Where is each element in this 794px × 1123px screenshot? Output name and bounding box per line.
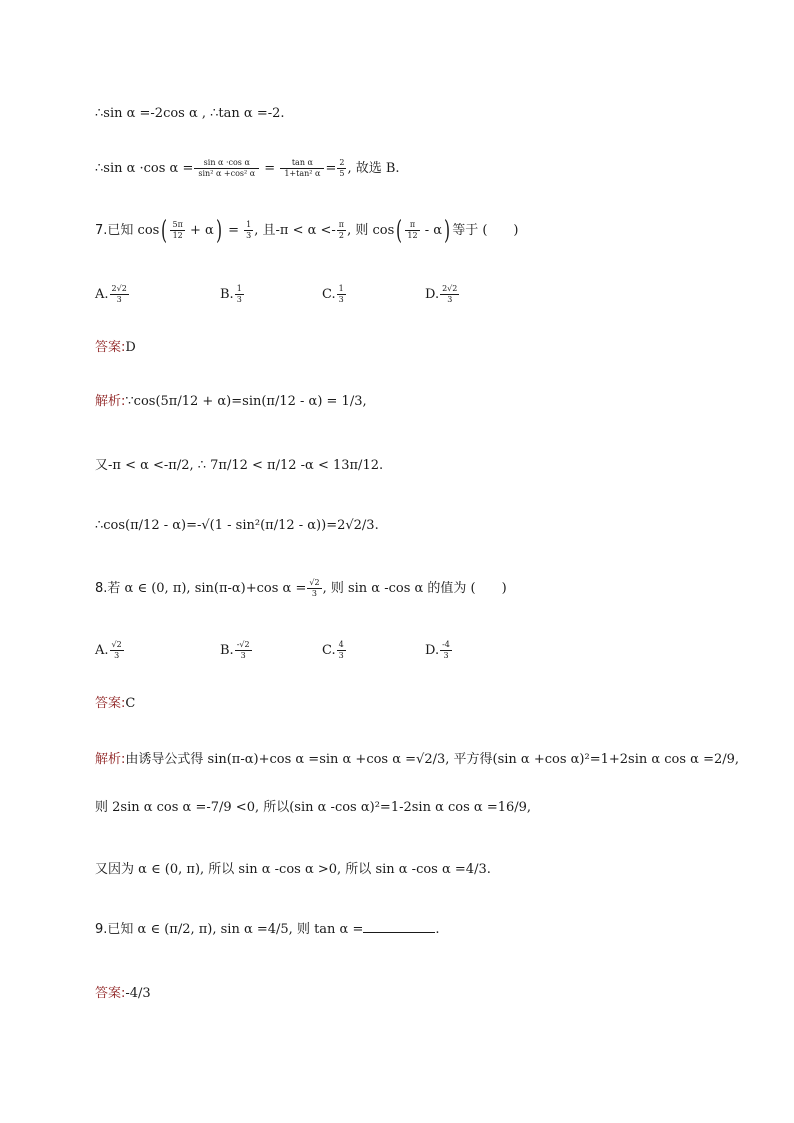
option-a[interactable]: A. $\frac{2√2}{3}$ bbox=[95, 284, 127, 304]
question-7-solution-3: ∴cos(π/12 - α)=-√(1 - sin²(π/12 - α))=2√2/3. bbox=[95, 518, 379, 533]
question-8-solution-2: 则 2sin α cos α =-7/9 <0, 所以(sin α -cos α)²=1-2sin α cos α =16/9, bbox=[95, 800, 532, 815]
option-c[interactable]: C. $\frac{1}{3}$ bbox=[322, 284, 344, 304]
question-8-solution-1: 解析:由诱导公式得 sin(π-α)+cos α =sin α +cos α =√2/3, 平方得(sin α +cos α)²=1+2sin α cos α =2/9, bbox=[95, 752, 740, 767]
question-9-stem: 9.已知 α ∈ (π/2, π), sin α =4/5, 则 tan α = . bbox=[95, 922, 440, 937]
option-c[interactable]: C. $\frac{4}{3}$ bbox=[322, 640, 344, 660]
question-7-solution-1: 解析:∵cos(5π/12 + α)=sin(π/12 - α) = 1/3, bbox=[95, 394, 367, 409]
question-7-stem: 7.已知 cos( $\frac{5\pi}{12}$ + α) = $\frac{1}{3}$ , 且-π < α <- $\frac{\pi}{2}$ , 则 cos( $\frac{\pi}{12}$ - α) 等于 ( ) bbox=[95, 215, 519, 246]
option-d[interactable]: D. $\frac{-4}{3}$ bbox=[425, 640, 450, 660]
option-a[interactable]: A. $\frac{√2}{3}$ bbox=[95, 640, 122, 660]
question-8-stem: 8.若 α ∈ (0, π), sin(π-α)+cos α = $\frac{√2}{3}$ , 则 sin α -cos α 的值为 ( ) bbox=[95, 578, 507, 598]
fraction: $\frac{\text{tan α}}{\text{1+tan² α}}$ bbox=[280, 158, 324, 179]
question-8-solution-3: 又因为 α ∈ (0, π), 所以 sin α -cos α >0, 所以 sin α -cos α =4/3. bbox=[95, 862, 491, 877]
option-b[interactable]: B. $\frac{1}{3}$ bbox=[220, 284, 242, 304]
question-7-solution-2: 又-π < α <-π/2, ∴ 7π/12 < π/12 -α < 13π/12. bbox=[95, 458, 384, 473]
option-b[interactable]: B. $\frac{-√2}{3}$ bbox=[220, 640, 250, 660]
question-7-answer: 答案:D bbox=[95, 340, 136, 355]
prev-solution-line-1: ∴sin α =-2cos α , ∴tan α =-2. bbox=[95, 106, 285, 121]
fraction: $\frac{\text{sin α ·cos α}}{\text{sin² α +cos² α}}$ bbox=[194, 158, 259, 179]
question-9-answer: 答案:-4/3 bbox=[95, 986, 151, 1001]
answer-blank[interactable] bbox=[363, 920, 435, 933]
option-d[interactable]: D. $\frac{2√2}{3}$ bbox=[425, 284, 458, 304]
question-8-answer: 答案:C bbox=[95, 696, 136, 711]
prev-solution-line-2: ∴sin α ·cos α = $\frac{\text{sin α ·cos α}}{\text{sin² α +cos² α}}$ = $\frac{\text{tan α}}{\text{1+tan² α}}$ = $\frac{2}{5}$ , 故选 B. bbox=[95, 158, 400, 178]
